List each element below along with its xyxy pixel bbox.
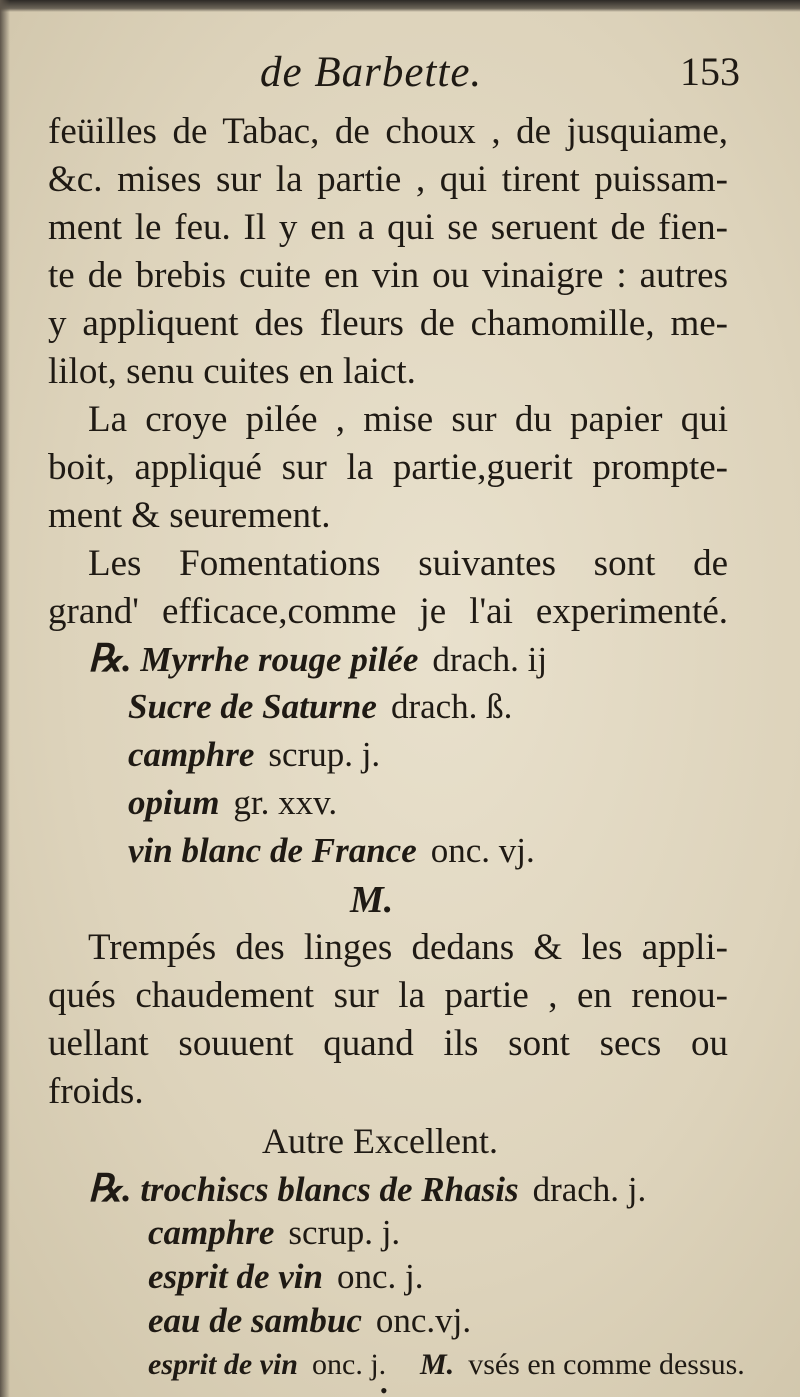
recipe-item xyxy=(128,782,337,824)
dose: scrup. j. xyxy=(288,1213,401,1252)
text-line: qués chaudement sur la partie , en renou- xyxy=(48,975,728,1016)
dose: drach. ij xyxy=(432,640,548,679)
ingredient: eau de sambuc xyxy=(148,1301,362,1340)
text-line: grand' efficace,comme je l'ai experimenté. xyxy=(48,591,728,632)
text-line: uellant souuent quand ils sont secs ou xyxy=(48,1023,728,1064)
text-line: boit, appliqué sur la partie,guerit prompte- xyxy=(48,447,728,488)
recipe-item xyxy=(148,1256,424,1298)
ingredient: camphre xyxy=(148,1213,275,1252)
recipe-mix-mark: M. xyxy=(350,879,394,921)
text-line: froids. xyxy=(48,1071,144,1112)
recipe-item xyxy=(128,734,380,776)
text-line: Trempés des linges dedans & les appli- xyxy=(88,927,728,968)
text-line: La croye pilée , mise sur du papier qui xyxy=(88,399,728,440)
running-head xyxy=(60,48,740,108)
ingredient: camphre xyxy=(128,735,255,774)
dose: gr. xxv. xyxy=(233,783,338,822)
dose: onc. j. xyxy=(336,1257,424,1296)
text-line: ment le feu. Il y en a qui se seruent de fien- xyxy=(48,207,728,248)
dose: onc. vj. xyxy=(430,831,535,870)
text-line: ment & seurement. xyxy=(48,495,331,536)
recipe-mix-note: vsés en comme dessus. xyxy=(468,1348,745,1381)
ingredient: Sucre de Saturne xyxy=(128,687,377,726)
dose: onc. j. xyxy=(312,1348,387,1381)
dose: scrup. j. xyxy=(268,735,381,774)
ingredient: trochiscs blancs de Rhasis xyxy=(140,1170,519,1209)
dose: drach. ß. xyxy=(390,687,513,726)
ingredient: vin blanc de France xyxy=(128,831,417,870)
page-top-shadow xyxy=(0,0,800,12)
dose: onc.vj. xyxy=(375,1301,472,1340)
recipe-symbol: ℞. xyxy=(88,638,132,680)
page-number: 153 xyxy=(680,49,740,94)
dose: drach. j. xyxy=(532,1170,647,1209)
text-line: te de brebis cuite en vin ou vinaigre : autres xyxy=(48,255,728,296)
page-mark: • xyxy=(380,1378,388,1397)
recipe-item xyxy=(88,1168,646,1211)
recipe-item xyxy=(128,686,512,728)
recipe-item xyxy=(128,830,535,872)
recipe-item xyxy=(148,1300,471,1342)
text-line: feüilles de Tabac, de choux , de jusquiame, xyxy=(48,111,728,152)
recipe-symbol: ℞. xyxy=(88,1168,132,1210)
recipe-item xyxy=(148,1344,386,1386)
text-line: lilot, senu cuites en laict. xyxy=(48,351,416,392)
section-heading: Autre Excellent. xyxy=(262,1121,498,1161)
running-head-title: de Barbette. xyxy=(260,49,483,96)
ingredient: Myrrhe rouge pilée xyxy=(140,640,419,679)
text-line: &c. mises sur la partie , qui tirent puissam- xyxy=(48,159,728,200)
ingredient: opium xyxy=(128,783,220,822)
recipe-mix-line xyxy=(420,1344,745,1386)
text-line: y appliquent des fleurs de chamomille, me- xyxy=(48,303,728,344)
recipe-mix-mark: M. xyxy=(420,1348,455,1381)
recipe-item xyxy=(88,638,547,681)
text-line: Les Fomentations suivantes sont de xyxy=(88,543,728,584)
recipe-item xyxy=(148,1212,400,1254)
ingredient: esprit de vin xyxy=(148,1257,323,1296)
page-gutter-shadow xyxy=(0,0,10,1397)
ingredient: esprit de vin xyxy=(148,1348,298,1381)
